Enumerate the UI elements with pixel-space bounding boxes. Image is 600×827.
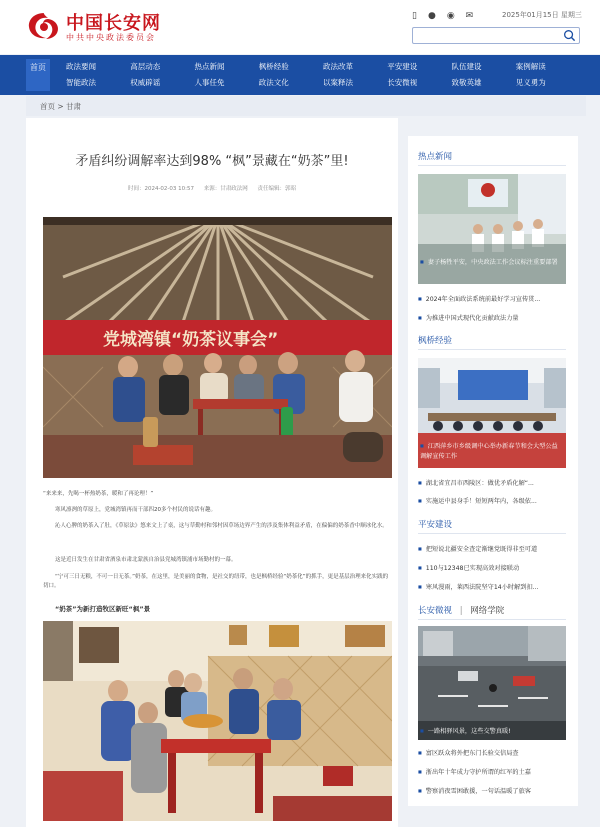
divider (418, 533, 566, 534)
weibo-icon[interactable]: ◉ (446, 11, 455, 21)
nav-item[interactable]: 见义勇为 (515, 78, 546, 87)
sidebar-news-item[interactable]: ■ 为推进中国式现代化贡献政法力量 (418, 313, 568, 322)
article-source: 来源：甘肃政法网 (203, 186, 248, 192)
site-subtitle: 中共中央政法委员会 (66, 33, 156, 42)
weishi-caption-text: 一路相驿风景，这些交警真暖! (427, 728, 511, 735)
sidebar-news-item[interactable]: ■ 警察消夜雪困敢援，一句话温暖了旅客 (418, 786, 568, 795)
nav-item[interactable]: 以案释法 (323, 78, 353, 87)
sidebar-heading-weishi (418, 604, 504, 616)
mail-icon[interactable]: ✉ (465, 11, 474, 21)
nav-item[interactable]: 案例解读 (515, 62, 546, 71)
nav-item[interactable]: 人事任免 (194, 78, 225, 87)
sidebar-news-item[interactable]: ■ 富区跃众将外把东门长验交信局查 (418, 748, 568, 757)
article-editor: 责任编辑：郭昭 (257, 186, 297, 192)
wechat-icon[interactable]: ● (427, 11, 436, 21)
article-paragraph: 沁人心脾的奶茶入了肚，《草原法》悠来文上了桌，这与草勤村和邻村因草场边界产生的涉及集体利益矛盾，在偏偏的奶茶香中顺冰化水。 (55, 523, 388, 529)
nav-item[interactable]: 政法要闻 (66, 62, 96, 71)
article-paragraph: “宁可三日无粮，不可一日无茶。”奶茶，在这里，是美丽的食物，是社交的纽带，也是枫桥经验“奶茶化”的抓手，更是基层治理来化实践的切口。 (43, 574, 389, 589)
article-paragraph: 这是近日发生在甘肃省酒泉市肃北蒙族自治县党城湾镇浦市场勤村的一幕。 (55, 557, 237, 563)
logo-emblem-icon (26, 11, 62, 41)
nav-item[interactable]: 致敬英雄 (451, 78, 482, 87)
sidebar (408, 136, 578, 806)
sidebar-heading-pingan[interactable]: 平安建设 (418, 520, 453, 530)
divider (418, 619, 566, 620)
site-logo[interactable] (26, 9, 176, 49)
banner-text: 党城湾镇“奶茶议事会” (103, 330, 279, 350)
sidebar-news-item[interactable]: ■ 浙出年十年成力守护所谓的红军的土嘉 (418, 767, 568, 776)
tab-weishi[interactable]: 长安微视 (418, 606, 453, 616)
nav-item[interactable]: 平安建设 (387, 62, 418, 71)
nav-item[interactable]: 权威辟谣 (130, 78, 161, 87)
sidebar-news-item[interactable]: ■ 湖北省宜昌市西陵区：做优矛盾化解“... (418, 478, 568, 487)
sidebar-news-item[interactable]: ■ 2024年全面政法系统前最好学习宣传贯... (418, 294, 568, 303)
divider (418, 165, 566, 166)
search-box (412, 27, 580, 44)
search-icon[interactable] (563, 29, 576, 42)
sidebar-heading-fengqiao[interactable]: 枫桥经验 (418, 336, 453, 346)
fengqiao-caption[interactable] (420, 442, 560, 462)
nav-grid (66, 59, 580, 91)
breadcrumb-bar (26, 96, 586, 116)
sidebar-heading-hot[interactable]: 热点新闻 (418, 152, 453, 162)
article-photo-room (43, 621, 392, 821)
tab-academy[interactable]: 网络学院 (470, 606, 505, 616)
top-header (0, 0, 600, 54)
hot-news-caption[interactable] (420, 258, 560, 268)
article-paragraph: 寒风凛冽的草原上，党城湾镇再而干部四20多个村民的说话有趣。 (55, 507, 217, 513)
breadcrumb[interactable]: 首页 > 甘肃 (40, 102, 82, 111)
article-title: 矛盾纠纷调解率达到98% “枫”景藏在“奶茶”里! (75, 154, 349, 169)
sidebar-news-item[interactable]: ■ 把短说北疆安全查定渐继党既得非至可道 (418, 544, 568, 553)
nav-item[interactable]: 政法改革 (323, 62, 353, 71)
tab-separator: | (459, 606, 463, 616)
weishi-image[interactable] (418, 626, 566, 740)
article-paragraph: “来来来，先喝一杯热奶茶，暖和了再论理！” (43, 491, 154, 497)
nav-item[interactable]: 热点新闻 (194, 62, 225, 71)
site-title: 中国长安网 (66, 13, 161, 34)
article-subheading: “奶茶”为新打造牧区新旺“枫”景 (55, 605, 151, 613)
article-time: 时间：2024-02-03 10:57 (127, 186, 195, 192)
weishi-caption[interactable] (420, 726, 570, 735)
nav-item[interactable]: 枫桥经验 (258, 62, 289, 71)
article-photo-yurt (43, 217, 392, 478)
sidebar-news-item[interactable]: ■ 寒风漫雨，莱西法院坚守14小时解到扣... (418, 582, 568, 591)
sidebar-news-item[interactable]: ■ 110与12348已实现高效对接联动 (418, 563, 568, 572)
nav-home[interactable]: 首页 (26, 59, 50, 91)
article-panel (26, 118, 398, 827)
main-nav (0, 55, 600, 95)
search-input[interactable] (413, 28, 563, 43)
fengqiao-caption-text: 江西萍乡市乡级调中心举办新春节和会大型公益调解宣传工作 (420, 443, 558, 460)
mobile-icon[interactable]: ▯ (412, 11, 417, 21)
nav-item[interactable]: 高层动态 (130, 62, 161, 71)
social-icons (412, 10, 473, 22)
nav-item[interactable]: 长安微视 (387, 78, 418, 87)
sidebar-news-item[interactable]: ■ 实施运中县身手！短短两年内，各级依... (418, 496, 568, 505)
nav-item[interactable]: 智能政法 (66, 78, 96, 87)
nav-item[interactable]: 政法文化 (258, 78, 289, 87)
header-date: 2025年01月15日 星期三 (502, 11, 582, 19)
nav-item[interactable]: 队伍建设 (451, 62, 482, 71)
divider (418, 349, 566, 350)
hot-news-caption-text: 妻子杨牲平安，中央政法工作会议标注重要部署 (427, 259, 558, 266)
article-meta (26, 184, 398, 192)
